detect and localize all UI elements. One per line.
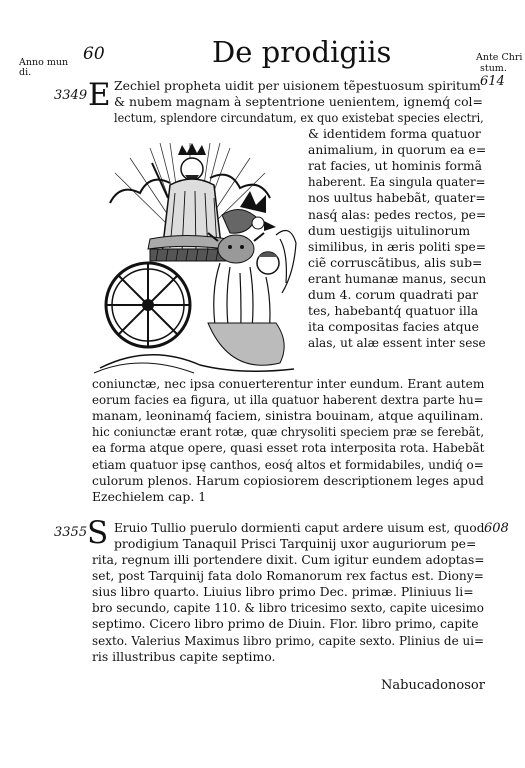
- text-line: prodigium Tanaquil Prisci Tarquinij uxor auguriorum pe=: [114, 536, 477, 551]
- text-line: hic coniunctæ erant rotæ, quæ chrysoliti speciem præ se ferebãt,: [92, 424, 485, 440]
- text-line: ita compositas facies atque: [308, 319, 479, 335]
- text-line: alas, ut alæ essent inter sese: [308, 335, 486, 351]
- text-line: ris illustribus capite septimo.: [92, 648, 276, 664]
- page-number: 60: [83, 44, 105, 64]
- text-line: nos uultus habebãt, quater=: [308, 190, 486, 206]
- text-line: bro secundo, capite 110. & libro tricesimo sexto, capite uicesimo: [92, 600, 484, 616]
- catchword: Nabucadonosor: [381, 678, 485, 693]
- text-line: erant humanæ manus, secun: [308, 270, 487, 286]
- text-line: similibus, in æris politi spe=: [308, 238, 487, 254]
- text-line: Ezechielem cap. 1: [92, 488, 207, 504]
- drop-cap: E: [88, 77, 111, 113]
- text-line: haberent. Ea singula quater=: [308, 174, 486, 190]
- text-line: lectum, splendore circundatum, ex quo existebat species electri,: [114, 110, 484, 125]
- text-line: set, post Tarquinij fata dolo Romanorum rex factus est. Diony=: [92, 568, 484, 584]
- woodcut-illustration: [90, 143, 304, 375]
- margin-year-mundi: 3349: [54, 88, 88, 103]
- text-line: rita, regnum illi portendere dixit. Cum igitur eundem adoptas=: [92, 552, 485, 567]
- text-line: & nubem magnam à septentrione uenientem, ignemq́ col=: [114, 94, 483, 109]
- text-line: dum uestigijs uitulinorum: [308, 222, 471, 238]
- text-line: Zechiel propheta uidit per uisionem tẽpestuosum spiritum: [114, 78, 481, 93]
- anno-mundi-label: Anno mun: [19, 57, 69, 68]
- text-line: nasq́ alas: pedes rectos, pe=: [308, 206, 487, 222]
- drop-cap-2: S: [87, 515, 109, 551]
- text-line: animalium, in quorum ea e=: [308, 142, 487, 158]
- text-line: dum 4. corum quadrati par: [308, 287, 479, 302]
- ante-christum-label: Ante Chri: [476, 52, 523, 63]
- margin-year-mundi-2: 3355: [54, 525, 88, 540]
- text-line: ciẽ corruscãtibus, alis sub=: [308, 254, 483, 270]
- margin-year-ante-christum-2: 608: [484, 521, 509, 536]
- text-line: septimo. Cicero libro primo de Diuin. Flor. libro primo, capite: [92, 616, 479, 632]
- margin-year-ante-christum: 614: [480, 74, 505, 89]
- text-line: etiam quatuor ipsę canthos, eosq́ altos et formidabiles, undiq́ o=: [92, 456, 484, 472]
- text-line: coniunctæ, nec ipsa conuerterentur inter eundum. Erant autem: [92, 376, 485, 391]
- text-line: tes, habebantq́ quatuor illa: [308, 303, 479, 319]
- text-line: manam, leoninamq́ faciem, sinistra bouinam, atque aquilinam.: [92, 408, 484, 424]
- ante-christum-label-cont: stum.: [480, 63, 507, 74]
- text-line: culorum plenos. Harum copiosiorem descriptionem leges apud: [92, 472, 484, 488]
- text-line: rat facies, ut hominis formã: [308, 158, 483, 174]
- page-title: De prodigiis: [212, 35, 392, 69]
- text-line: Eruio Tullio puerulo dormienti caput ardere uisum est, quod: [114, 520, 485, 535]
- anno-mundi-label-cont: di.: [19, 67, 32, 78]
- text-line: eorum facies ea figura, ut illa quatuor haberent dextra parte hu=: [92, 392, 484, 408]
- text-line: & identidem forma quatuor: [308, 126, 481, 141]
- text-line: ea forma atque opere, quasi esset rota interposita rota. Habebãt: [92, 440, 485, 456]
- text-line: sius libro quarto. Liuius libro primo Dec. primæ. Pliniuus li=: [92, 584, 474, 600]
- text-line: sexto. Valerius Maximus libro primo, capite sexto. Plinius de ui=: [92, 632, 485, 648]
